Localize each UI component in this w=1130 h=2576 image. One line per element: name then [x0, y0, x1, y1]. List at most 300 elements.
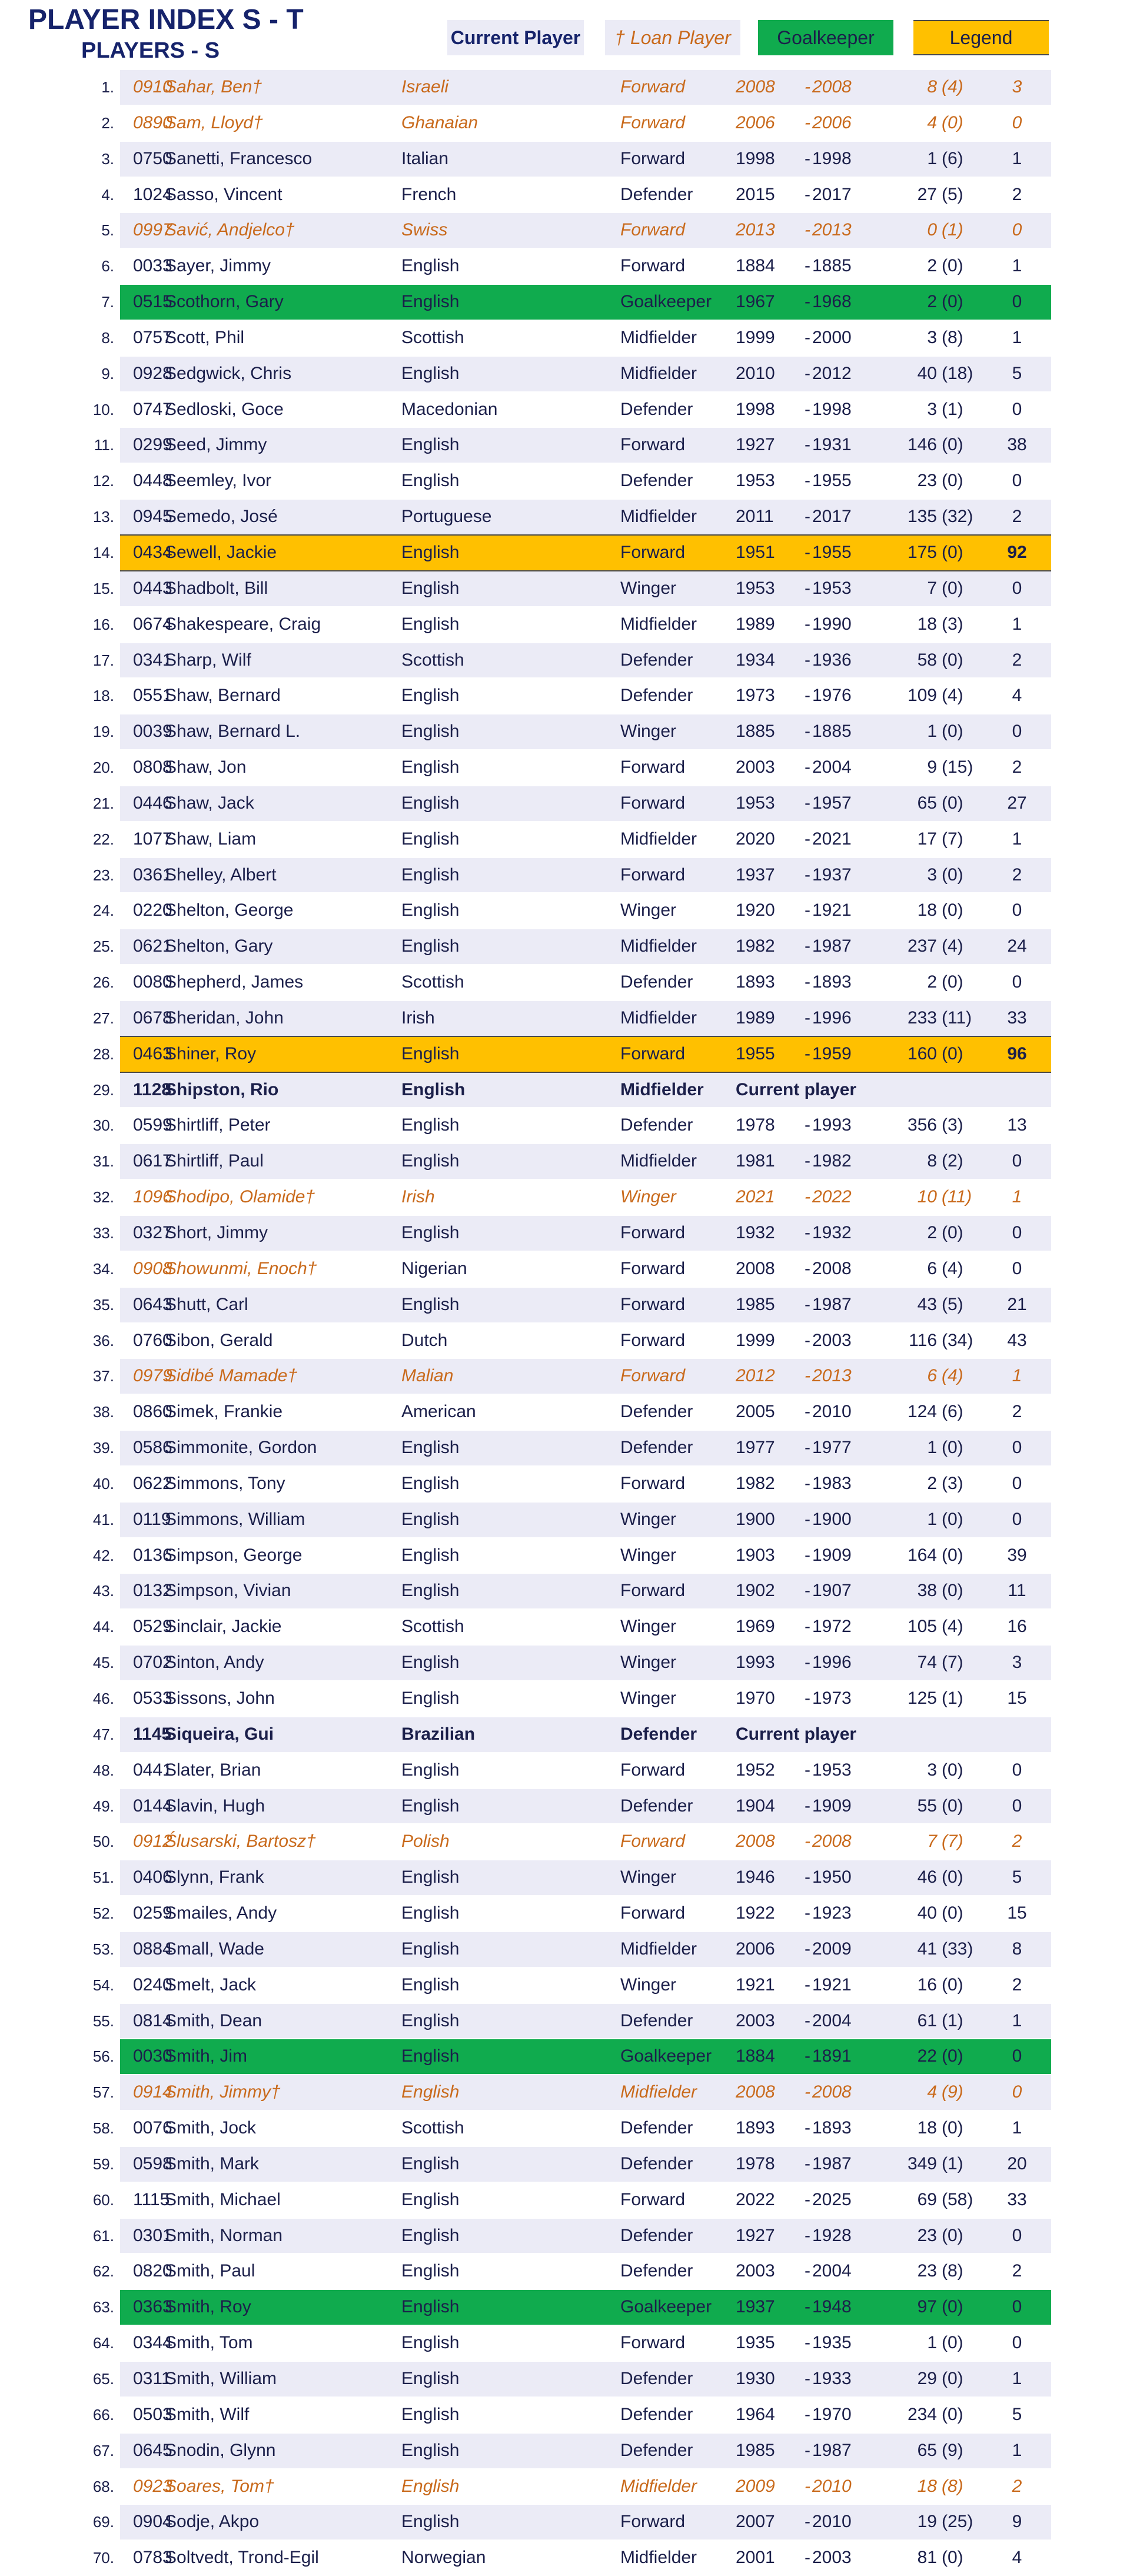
row-number: 15. [92, 579, 114, 597]
sub-appearances: (0) [942, 722, 963, 742]
player-name: Sedloski, Goce [165, 399, 284, 419]
player-name: Slater, Brian [165, 1760, 261, 1780]
player-name: Smailes, Andy [165, 1903, 277, 1923]
table-row [0, 2469, 1130, 2505]
player-id: 0301 [133, 2225, 172, 2245]
player-position: Winger [620, 1617, 677, 1637]
row-number: 61. [92, 2226, 114, 2245]
goals: 2 [1012, 1832, 1022, 1852]
player-name: Sam, Lloyd† [165, 112, 263, 132]
sub-appearances: (0) [942, 435, 963, 455]
year-to: 1932 [812, 1223, 852, 1242]
table-row [0, 1753, 1130, 1789]
player-id: 0144 [133, 1796, 172, 1816]
player-position: Defender [620, 471, 693, 491]
player-position: Forward [620, 757, 686, 777]
player-name: Shirtliff, Peter [165, 1115, 271, 1135]
sub-appearances: (0) [942, 2118, 963, 2138]
row-number: 2. [101, 114, 114, 132]
table-row [0, 356, 1130, 392]
table-row [0, 571, 1130, 607]
player-id: 0643 [133, 1294, 172, 1314]
player-position: Winger [620, 1867, 677, 1887]
year-to: 1933 [812, 2369, 852, 2388]
year-dash: - [805, 363, 810, 383]
appearances: 4 [927, 112, 937, 132]
row-number: 43. [92, 1582, 114, 1600]
year-dash: - [805, 722, 810, 742]
year-to: 2013 [812, 1366, 852, 1386]
player-name: Shirtliff, Paul [165, 1151, 264, 1171]
sub-appearances: (1) [942, 2010, 963, 2030]
player-id: 0119 [133, 1509, 171, 1529]
player-position: Forward [620, 1760, 686, 1780]
appearances: 55 [917, 1796, 937, 1816]
row-number: 29. [92, 1081, 114, 1099]
year-dash: - [805, 793, 810, 813]
year-dash: - [805, 1796, 810, 1816]
year-dash: - [805, 2369, 810, 2388]
row-number: 68. [92, 2477, 114, 2495]
player-nationality: English [401, 435, 460, 455]
row-number: 62. [92, 2262, 114, 2281]
appearances: 41 [917, 1939, 937, 1959]
year-to: 1953 [812, 578, 852, 598]
year-from: 2008 [736, 2082, 775, 2102]
goals: 38 [1007, 435, 1027, 455]
row-number: 10. [92, 400, 114, 418]
player-nationality: English [401, 614, 460, 634]
year-dash: - [805, 1760, 810, 1780]
year-dash: - [805, 1939, 810, 1959]
table-row [0, 499, 1130, 535]
player-name: Sayer, Jimmy [165, 256, 271, 276]
player-name: Sahar, Ben† [165, 77, 262, 97]
player-id: 0890 [133, 112, 172, 132]
row-number: 13. [92, 508, 114, 526]
appearances: 2 [927, 292, 937, 312]
year-to: 1996 [812, 1008, 852, 1028]
player-nationality: Scottish [401, 1617, 464, 1637]
year-from: 1937 [736, 865, 775, 885]
goals: 2 [1012, 650, 1022, 670]
player-position: Defender [620, 2404, 693, 2424]
table-row [0, 1609, 1130, 1645]
sub-appearances: (0) [942, 1043, 963, 1063]
year-dash: - [805, 1617, 810, 1637]
row-number: 17. [92, 651, 114, 669]
player-nationality: English [401, 2476, 460, 2496]
player-name: Shelton, Gary [165, 936, 273, 956]
sub-appearances: (4) [942, 686, 963, 706]
sub-appearances: (1) [942, 399, 963, 419]
row-number: 35. [92, 1295, 114, 1314]
row-number: 48. [92, 1761, 114, 1779]
player-position: Midfielder [620, 2548, 697, 2568]
table-row [0, 2039, 1130, 2075]
player-id: 0945 [133, 507, 172, 527]
player-id: 0760 [133, 1330, 172, 1350]
year-from: 1932 [736, 1223, 775, 1242]
row-number: 70. [92, 2549, 114, 2567]
player-id: 1024 [133, 184, 172, 204]
year-from: 1951 [736, 542, 775, 562]
appearances: 2 [927, 972, 937, 992]
year-from: 1903 [736, 1545, 775, 1565]
sub-appearances: (5) [942, 1294, 963, 1314]
appearances: 27 [917, 184, 937, 204]
player-position: Forward [620, 1294, 686, 1314]
player-name: Simmons, William [165, 1509, 305, 1529]
player-id: 0912 [133, 1832, 172, 1852]
sub-appearances: (5) [942, 184, 963, 204]
year-to: 1900 [812, 1509, 852, 1529]
player-position: Forward [620, 1366, 686, 1386]
player-nationality: English [401, 757, 460, 777]
player-position: Forward [620, 1473, 686, 1493]
appearances: 74 [917, 1653, 937, 1673]
row-number: 11. [94, 436, 114, 454]
sub-appearances: (0) [942, 292, 963, 312]
goals: 0 [1012, 1796, 1022, 1816]
player-status: Current player [736, 1724, 857, 1744]
goals: 0 [1012, 1509, 1022, 1529]
row-number: 41. [92, 1510, 114, 1528]
player-name: Smelt, Jack [165, 1975, 257, 1995]
player-name: Shutt, Carl [165, 1294, 248, 1314]
year-to: 1935 [812, 2333, 852, 2353]
player-position: Midfielder [620, 614, 697, 634]
goals: 13 [1007, 1115, 1027, 1135]
year-from: 2003 [736, 2010, 775, 2030]
appearances: 3 [927, 399, 937, 419]
year-to: 1950 [812, 1867, 852, 1887]
player-id: 0923 [133, 2476, 172, 2496]
goals: 0 [1012, 292, 1022, 312]
year-from: 1989 [736, 1008, 775, 1028]
player-position: Winger [620, 1653, 677, 1673]
player-nationality: English [401, 1975, 460, 1995]
player-nationality: Scottish [401, 972, 464, 992]
year-dash: - [805, 1975, 810, 1995]
player-nationality: English [401, 2404, 460, 2424]
year-from: 2008 [736, 1832, 775, 1852]
appearances: 356 [907, 1115, 937, 1135]
player-nationality: English [401, 1438, 460, 1458]
appearances: 116 [909, 1330, 937, 1350]
player-id: 0448 [133, 471, 172, 491]
goals: 1 [1012, 327, 1022, 347]
player-position: Forward [620, 1330, 686, 1350]
row-number: 56. [92, 2047, 114, 2066]
year-to: 2003 [812, 1330, 852, 1350]
player-name: Smith, Michael [165, 2189, 281, 2209]
year-from: 2011 [736, 507, 774, 527]
year-from: 1946 [736, 1867, 775, 1887]
table-row [0, 1717, 1130, 1753]
player-id: 0406 [133, 1867, 172, 1887]
player-name: Soares, Tom† [165, 2476, 274, 2496]
player-name: Shaw, Bernard L. [165, 722, 301, 742]
appearances: 16 [917, 1975, 937, 1995]
appearances: 3 [927, 865, 937, 885]
year-dash: - [805, 578, 810, 598]
year-to: 1982 [812, 1151, 852, 1171]
year-dash: - [805, 2512, 810, 2532]
year-to: 1970 [812, 2404, 852, 2424]
sub-appearances: (2) [942, 1151, 963, 1171]
player-nationality: English [401, 1509, 460, 1529]
year-from: 1884 [736, 2046, 775, 2066]
player-nationality: Italian [401, 148, 449, 168]
player-position: Midfielder [620, 936, 697, 956]
year-to: 2010 [812, 2476, 852, 2496]
sub-appearances: (0) [942, 542, 963, 562]
table-row [0, 822, 1130, 857]
appearances: 3 [927, 1760, 937, 1780]
table-row [0, 1967, 1130, 2003]
year-to: 2004 [812, 2261, 852, 2281]
year-dash: - [805, 2153, 810, 2173]
player-nationality: Malian [401, 1366, 454, 1386]
goals: 15 [1007, 1903, 1027, 1923]
goals: 1 [1012, 614, 1022, 634]
appearances: 2 [927, 256, 937, 276]
player-id: 0884 [133, 1939, 172, 1959]
goals: 2 [1012, 1402, 1022, 1422]
player-position: Midfielder [620, 1151, 697, 1171]
player-name: Shipston, Rio [165, 1079, 279, 1099]
goals: 2 [1012, 757, 1022, 777]
player-name: Sidibé Mamade† [165, 1366, 298, 1386]
year-dash: - [805, 77, 810, 97]
sub-appearances: (15) [942, 757, 973, 777]
player-name: Shadbolt, Bill [165, 578, 268, 598]
year-dash: - [805, 2082, 810, 2102]
appearances: 125 [907, 1688, 937, 1708]
year-dash: - [805, 1330, 810, 1350]
sub-appearances: (4) [942, 936, 963, 956]
year-dash: - [805, 829, 810, 849]
year-dash: - [805, 1366, 810, 1386]
player-position: Midfielder [620, 327, 697, 347]
year-to: 1885 [812, 256, 852, 276]
appearances: 18 [917, 2118, 937, 2138]
row-number: 27. [92, 1009, 114, 1027]
year-to: 1959 [812, 1043, 852, 1063]
year-to: 1996 [812, 1653, 852, 1673]
player-id: 0503 [133, 2404, 172, 2424]
year-from: 1953 [736, 471, 775, 491]
player-id: 0434 [133, 542, 172, 562]
player-nationality: English [401, 1939, 460, 1959]
appearances: 1 [927, 2333, 937, 2353]
player-nationality: English [401, 1867, 460, 1887]
player-nationality: English [401, 2225, 460, 2245]
goals: 1 [1012, 1366, 1022, 1386]
year-to: 1976 [812, 686, 852, 706]
player-id: 0220 [133, 900, 172, 920]
player-id: 0598 [133, 2153, 172, 2173]
player-name: Shakespeare, Craig [165, 614, 321, 634]
goals: 1 [1012, 2118, 1022, 2138]
table-row [0, 1001, 1130, 1036]
goals: 0 [1012, 2046, 1022, 2066]
year-dash: - [805, 2225, 810, 2245]
player-id: 0080 [133, 972, 172, 992]
table-row [0, 69, 1130, 105]
appearances: 3 [927, 327, 937, 347]
row-number: 46. [92, 1689, 114, 1707]
table-row [0, 929, 1130, 965]
player-name: Smith, Norman [165, 2225, 283, 2245]
player-name: Showunmi, Enoch† [165, 1258, 317, 1278]
sub-appearances: (33) [942, 1939, 973, 1959]
year-dash: - [805, 1115, 810, 1135]
table-row [0, 1108, 1130, 1144]
appearances: 9 [927, 757, 937, 777]
player-nationality: English [401, 1223, 460, 1242]
player-position: Winger [620, 1688, 677, 1708]
player-id: 0783 [133, 2548, 172, 2568]
table-row [0, 1394, 1130, 1430]
table-row [0, 1645, 1130, 1681]
row-number: 49. [92, 1797, 114, 1815]
table-row [0, 1681, 1130, 1717]
sub-appearances: (6) [942, 148, 963, 168]
year-dash: - [805, 2404, 810, 2424]
year-to: 2000 [812, 327, 852, 347]
year-to: 1893 [812, 2118, 852, 2138]
year-to: 2008 [812, 2082, 852, 2102]
player-nationality: Nigerian [401, 1258, 467, 1278]
goals: 1 [1012, 1187, 1022, 1207]
player-id: 0259 [133, 1903, 172, 1923]
player-name: Savić, Andjelco† [165, 220, 295, 240]
table-row [0, 1896, 1130, 1932]
player-nationality: English [401, 2261, 460, 2281]
table-row [0, 714, 1130, 750]
table-row [0, 1072, 1130, 1108]
year-to: 1987 [812, 1294, 852, 1314]
year-from: 1893 [736, 972, 775, 992]
year-dash: - [805, 900, 810, 920]
player-name: Smith, Dean [165, 2010, 262, 2030]
player-position: Midfielder [620, 363, 697, 383]
sub-appearances: (25) [942, 2512, 973, 2532]
goals: 0 [1012, 1223, 1022, 1242]
year-to: 2003 [812, 2548, 852, 2568]
table-row [0, 2146, 1130, 2182]
year-from: 1989 [736, 614, 775, 634]
table-row [0, 320, 1130, 356]
player-name: Sissons, John [165, 1688, 275, 1708]
row-number: 55. [92, 2012, 114, 2030]
year-from: 1978 [736, 1115, 775, 1135]
player-name: Seemley, Ivor [165, 471, 272, 491]
row-number: 19. [92, 723, 114, 741]
table-row [0, 105, 1130, 141]
year-from: 2012 [736, 1366, 775, 1386]
row-number: 69. [92, 2513, 114, 2531]
row-number: 9. [101, 364, 114, 383]
player-nationality: Irish [401, 1008, 435, 1028]
player-id: 0814 [133, 2010, 172, 2030]
player-position: Forward [620, 256, 686, 276]
appearances: 46 [917, 1867, 937, 1887]
table-row [0, 2397, 1130, 2433]
table-row [0, 643, 1130, 679]
appearances: 349 [907, 2153, 937, 2173]
table-row [0, 2182, 1130, 2218]
player-id: 1128 [133, 1079, 172, 1099]
year-dash: - [805, 1043, 810, 1063]
year-from: 1970 [736, 1688, 775, 1708]
player-id: 0515 [133, 292, 172, 312]
table-row [0, 1466, 1130, 1502]
year-from: 2006 [736, 1939, 775, 1959]
player-position: Defender [620, 2369, 693, 2388]
year-from: 1981 [736, 1151, 775, 1171]
goals: 0 [1012, 1473, 1022, 1493]
player-nationality: Israeli [401, 77, 449, 97]
player-position: Winger [620, 722, 677, 742]
goals: 0 [1012, 578, 1022, 598]
player-id: 0441 [133, 1760, 172, 1780]
table-row [0, 1287, 1130, 1323]
appearances: 109 [907, 686, 937, 706]
year-from: 1998 [736, 148, 775, 168]
row-number: 53. [92, 1940, 114, 1958]
year-dash: - [805, 2333, 810, 2353]
table-row [0, 893, 1130, 929]
player-nationality: English [401, 829, 460, 849]
sub-appearances: (7) [942, 1832, 963, 1852]
appearances: 29 [917, 2369, 937, 2388]
year-to: 1998 [812, 148, 852, 168]
table-row [0, 1323, 1130, 1359]
year-dash: - [805, 1903, 810, 1923]
goals: 0 [1012, 471, 1022, 491]
table-row [0, 2540, 1130, 2576]
year-to: 1921 [812, 900, 852, 920]
player-id: 0599 [133, 1115, 172, 1135]
sub-appearances: (0) [942, 2297, 963, 2317]
year-from: 1920 [736, 900, 775, 920]
player-id: 0033 [133, 256, 172, 276]
year-to: 1987 [812, 2153, 852, 2173]
player-nationality: English [401, 2046, 460, 2066]
player-position: Defender [620, 972, 693, 992]
appearances: 1 [927, 1509, 937, 1529]
row-number: 47. [92, 1725, 114, 1743]
year-to: 1955 [812, 542, 852, 562]
player-nationality: English [401, 363, 460, 383]
year-to: 2012 [812, 363, 852, 383]
player-name: Scothorn, Gary [165, 292, 284, 312]
year-to: 2009 [812, 1939, 852, 1959]
table-row [0, 2003, 1130, 2039]
year-dash: - [805, 148, 810, 168]
player-position: Winger [620, 1545, 677, 1565]
year-to: 1891 [812, 2046, 852, 2066]
table-row [0, 1573, 1130, 1609]
year-to: 2008 [812, 1258, 852, 1278]
table-row [0, 857, 1130, 893]
goals: 5 [1012, 363, 1022, 383]
goals: 2 [1012, 865, 1022, 885]
year-to: 2008 [812, 77, 852, 97]
